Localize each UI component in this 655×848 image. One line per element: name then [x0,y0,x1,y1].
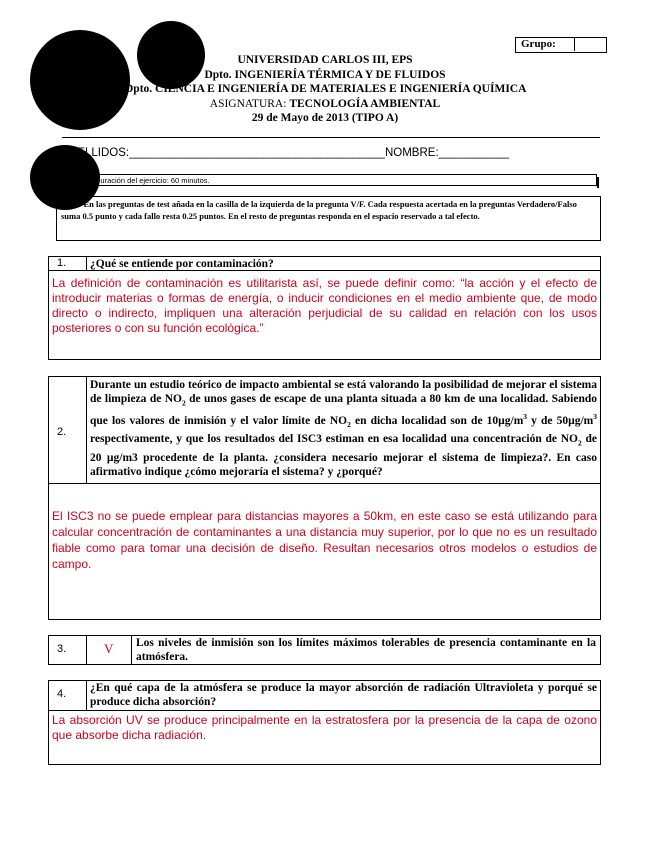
question-4-answer[interactable]: La absorción UV se produce principalmente en la estratosfera por la presencia de la capa de ozono que absorbe dicha radiación. [52,713,597,742]
surname-label: APELLIDOS: [62,147,130,159]
grupo-box [515,37,607,53]
question-2-number: 2. [57,426,67,438]
question-3-answer-mark[interactable]: V [104,641,114,656]
department-2: Dpto. CIENCIA E INGENIERÍA DE MATERIALES E INGENIERÍA QUÍMICA [125,83,527,95]
question-4-number: 4. [57,688,67,700]
question-3-number: 3. [57,643,67,655]
question-3-text: Los niveles de inmisión son los límites máximos tolerables de presencia contaminante en la atmósfera. [136,637,596,663]
subject-line [150,97,500,111]
redaction-blob-1 [30,30,130,130]
note-text: En las preguntas de test añada en la casilla de la izquierda de la pregunta V/F. Cada respuesta acertada en la preguntas Verdadero/Falso suma 0.5 punto y cada fallo resta 0.25 puntos. En el resto de preguntas responda en el espacio reservado a tal efecto. [61,199,577,221]
exam-date: 29 de Mayo de 2013 (TIPO A) [251,112,399,124]
question-2-answer[interactable]: El ISC3 no se puede emplear para distancias mayores a 50km, en este caso se está utilizando para calcular concentración de contaminantes a una distancia muy superior, por lo que no es un resultado fiable como para tomar una decisión de diseño. Resultan necesarios otros modelos o estudios de campo. [52,509,597,571]
question-2-text: Durante un estudio teórico de impacto ambiental se está valorando la posibilidad de mejorar el sistema de limpieza de $NO_2$ de unos gases de escape de una planta situada a 80 km de una localidad. Sabiendo que los valores de inmisión y el valor límite de $NO_2$ en dicha localidad son de $10\mu g/m^3$ y de $50\mu g/m^3$ respectivamente, y que los resultados del ISC3 estiman en esa localidad una concentración de $NO_2$ de 20 µg/m3 procedente de la planta. ¿considera necesario mejorar el sistema de limpieza?. En caso afirmativo indique ¿cómo mejoraría el sistema? y ¿porqué? [90,379,597,478]
subject-label: ASIGNATURA: [209,98,290,110]
instructions-note [56,196,601,241]
student-row [62,147,509,159]
question-1-divider [86,256,87,270]
surname-field[interactable]: ________________________________________ [129,147,385,159]
question-1-answer[interactable]: La definición de contaminación es utilitarista así, se puede definir como: “la acción y el efecto de introducir materias o formas de energía, o inducir condiciones en el medio ambiente que, de modo directo o indirecto, impliquen una alteración perjudicial de su calidad en relación con los usos posteriores o con su función ecológica.” [52,276,597,335]
name-field[interactable]: ___________ [438,147,509,159]
note-label: Nota: [61,199,84,209]
name-label: NOMBRE: [384,147,439,159]
question-1-text: ¿Qué se entiende por contaminación? [90,258,274,270]
question-4-divider [86,680,87,710]
question-4-text: ¿En qué capa de la atmósfera se produce la mayor absorción de radiación Ultravioleta y porqué se produce dicha absorción? [90,682,597,708]
grupo-label: Grupo: [521,38,556,50]
question-3-divider-b [131,635,132,665]
question-2-rule [48,483,601,484]
subject-name: TECNOLOGÍA AMBIENTAL [289,98,441,110]
department-1: Dpto. INGENIERÍA TÉRMICA Y DE FLUIDOS [204,69,446,81]
grupo-field[interactable] [574,37,606,51]
duration-box: Duración del ejercicio: 60 minutos. [92,174,597,186]
question-3-divider-a [86,635,87,665]
question-2-divider [86,376,87,483]
university-title: UNIVERSIDAD CARLOS III, EPS [237,54,413,66]
question-4-rule [48,710,601,711]
divider [62,137,600,138]
question-1-number: 1. [57,257,67,269]
